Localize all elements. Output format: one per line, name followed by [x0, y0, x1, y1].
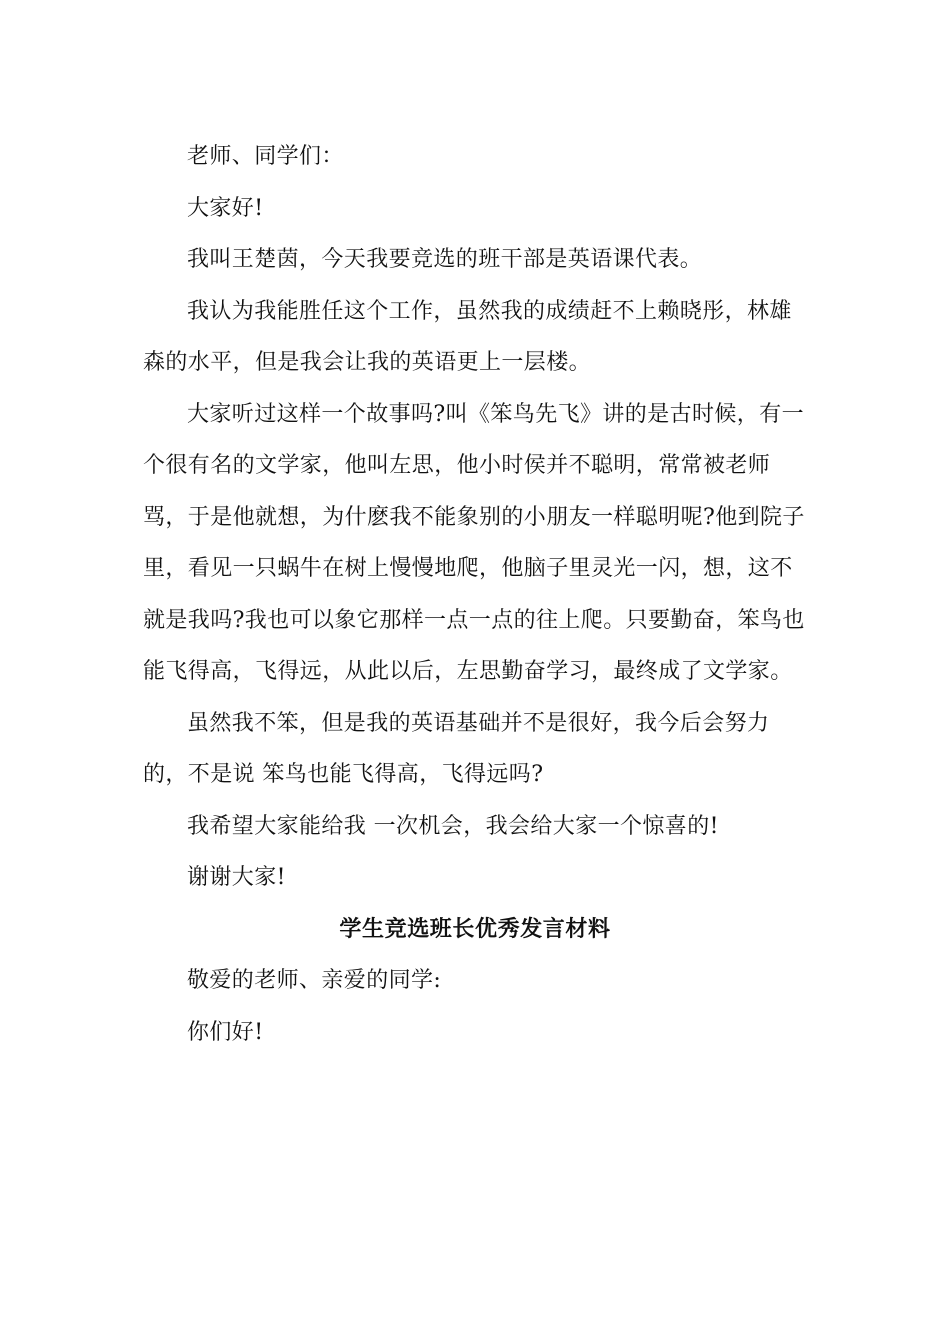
paragraph-story: 大家听过这样一个故事吗?叫《笨鸟先飞》讲的是古时候，有一个很有名的文学家，他叫左思，他小时侯并不聪明，常常被老师骂，于是他就想，为什麽我不能象别的小朋友一样聪明呢?他到院子里，看见一只蜗牛在树上慢慢地爬，他脑子里灵光一闪，想，这不就是我吗?我也可以象它那样一点一点的往上爬。只要勤奋，笨鸟也能飞得高，飞得远，从此以后，左思勤奋学习，最终成了文学家。 [143, 401, 805, 684]
salutation-2: 敬爱的老师、亲爱的同学: [187, 968, 442, 993]
closing-thanks: 谢谢大家! [187, 865, 286, 890]
document-body [143, 131, 807, 1058]
self-introduction: 我叫王楚茵，今天我要竞选的班干部是英语课代表。 [187, 247, 703, 272]
paragraph-commitment: 虽然我不笨，但是我的英语基础并不是很好，我今后会努力的，不是说 笨鸟也能飞得高，飞得远吗? [143, 710, 770, 787]
paragraph-qualification: 我认为我能胜任这个工作，虽然我的成绩赶不上赖晓彤，林雄森的水平，但是我会让我的英语更上一层楼。 [143, 298, 792, 375]
greeting: 大家好! [187, 195, 264, 221]
salutation: 老师、同学们： [187, 144, 344, 169]
greeting-2: 你们好! [187, 1019, 264, 1045]
section-title: 学生竞选班长优秀发言材料 [339, 915, 611, 942]
paragraph-request: 我希望大家能给我 一次机会，我会给大家一个惊喜的! [187, 813, 719, 839]
